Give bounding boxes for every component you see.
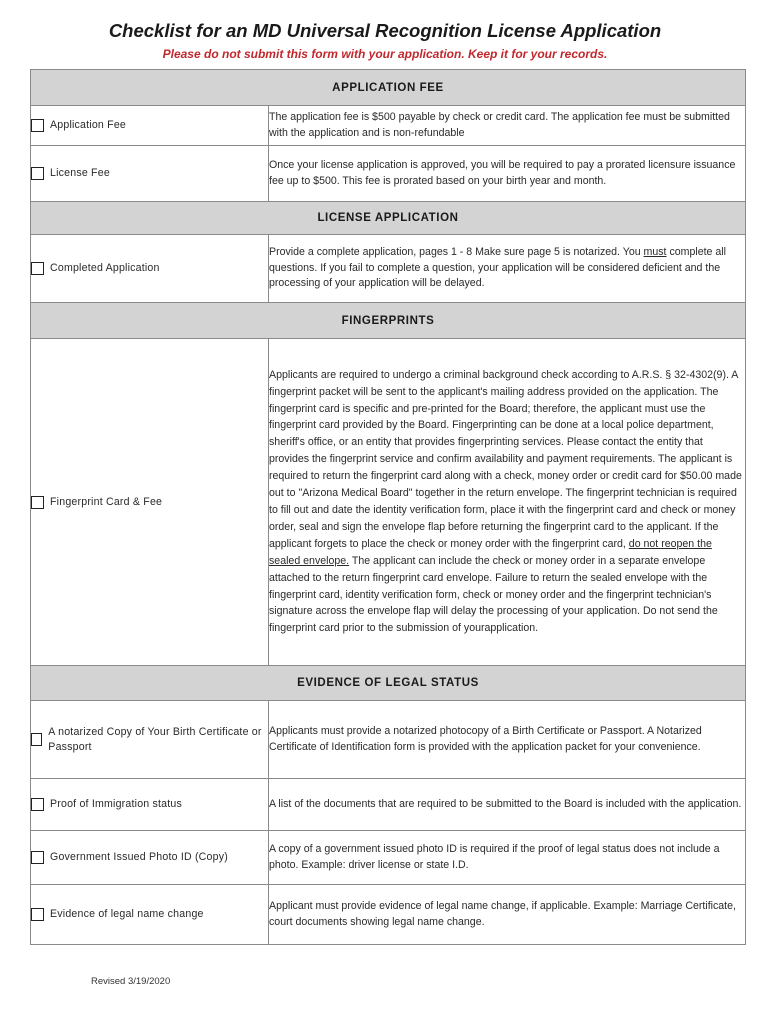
- item-label: Proof of Immigration status: [50, 798, 182, 810]
- item-description: The application fee is $500 payable by check or credit card. The application fee must be submitted with the application and is non-refundable: [269, 106, 746, 146]
- item-description: A list of the documents that are required to be submitted to the Board is included with the application.: [269, 779, 746, 831]
- item-description: Once your license application is approved, you will be required to pay a prorated licensure issuance fee up to $500. This fee is prorated based on your birth year and month.: [269, 146, 746, 202]
- section-heading-application-fee: APPLICATION FEE: [31, 70, 746, 106]
- checklist-row: [31, 779, 746, 831]
- item-label: Evidence of legal name change: [50, 908, 204, 920]
- checkbox[interactable]: [31, 167, 44, 180]
- checklist-row: [31, 831, 746, 885]
- item-label: Application Fee: [50, 119, 127, 131]
- item-label: Completed Application: [50, 262, 160, 274]
- section-heading-fingerprints: FINGERPRINTS: [31, 303, 746, 339]
- checklist-row: [31, 885, 746, 945]
- item-label: License Fee: [50, 167, 110, 179]
- item-description: Provide a complete application, pages 1 - 8 Make sure page 5 is notarized. You must complete all questions. If you fail to complete a question, your application will be considered deficient and the processing of your application will be delayed.: [269, 235, 746, 303]
- checklist-row: [31, 106, 746, 146]
- checklist-row: [31, 146, 746, 202]
- item-description: Applicants must provide a notarized photocopy of a Birth Certificate or Passport. A Notarized Certificate of Identification form is provided with the application packet for your convenience.: [269, 701, 746, 779]
- checklist-row: [31, 339, 746, 666]
- checkbox[interactable]: [31, 119, 44, 132]
- section-heading-license-application: LICENSE APPLICATION: [31, 202, 746, 235]
- checkbox[interactable]: [31, 908, 44, 921]
- underlined-text: do not reopen the sealed envelope.: [269, 537, 712, 567]
- page-title: Checklist for an MD Universal Recognition License Application: [108, 20, 662, 41]
- item-description: Applicant must provide evidence of legal name change, if applicable. Example: Marriage Certificate, court documents showing legal name change.: [269, 885, 746, 945]
- checklist-row: [31, 235, 746, 303]
- checkbox[interactable]: [31, 851, 44, 864]
- checklist-row: [31, 701, 746, 779]
- item-label: A notarized Copy of Your Birth Certificate or Passport: [48, 725, 262, 753]
- underlined-text: must: [643, 246, 667, 259]
- checkbox[interactable]: [31, 496, 44, 509]
- section-heading-legal-status: EVIDENCE OF LEGAL STATUS: [31, 666, 746, 701]
- checkbox[interactable]: [31, 262, 44, 275]
- item-description: Applicants are required to undergo a criminal background check according to A.R.S. § 32-4302(9). A fingerprint packet will be sent to the applicant's mailing address provided on the application. The fingerprint card is specific and pre-printed for the Board; therefore, the applicant must use the fingerprint card provided by the Board. Fingerprinting can be done at a local police department, sheriff's office, or an entity that provides fingerprinting services. Please contact the entity that provides the fingerprint service and confirm availability and payment requirements. The applicant is required to return the fingerprint card along with a check, money order or credit card for $50.00 made out to "Arizona Medical Board" together in the return envelope. The fingerprint technician is required to fill out and date the identity verification form, place it with the fingerprint card and check or money order, seal and sign the envelope flap before returning the fingerprint card to the applicant. If the applicant forgets to place the check or money order with the fingerprint card, do not reopen the sealed envelope. The applicant can include the check or money order in a separate envelope attached to the return fingerprint card envelope. Failure to return the sealed envelope with the fingerprint card, identity verification form, check or money order and the fingerprint technician's signature across the envelope flap will delay the processing of your application. Do not send the fingerprint card prior to the submission of yourapplication.: [269, 339, 746, 666]
- item-label: Fingerprint Card & Fee: [50, 495, 163, 508]
- checkbox[interactable]: [31, 798, 44, 811]
- item-label: Government Issued Photo ID (Copy): [50, 851, 228, 863]
- revision-date: Revised 3/19/2020: [91, 976, 171, 987]
- item-description: A copy of a government issued photo ID is required if the proof of legal status does not include a photo. Example: driver license or state I.D.: [269, 831, 746, 885]
- checklist-table: [30, 69, 746, 945]
- page-subtitle: Please do not submit this form with your application. Keep it for your records.: [162, 47, 608, 61]
- checkbox[interactable]: [31, 733, 42, 746]
